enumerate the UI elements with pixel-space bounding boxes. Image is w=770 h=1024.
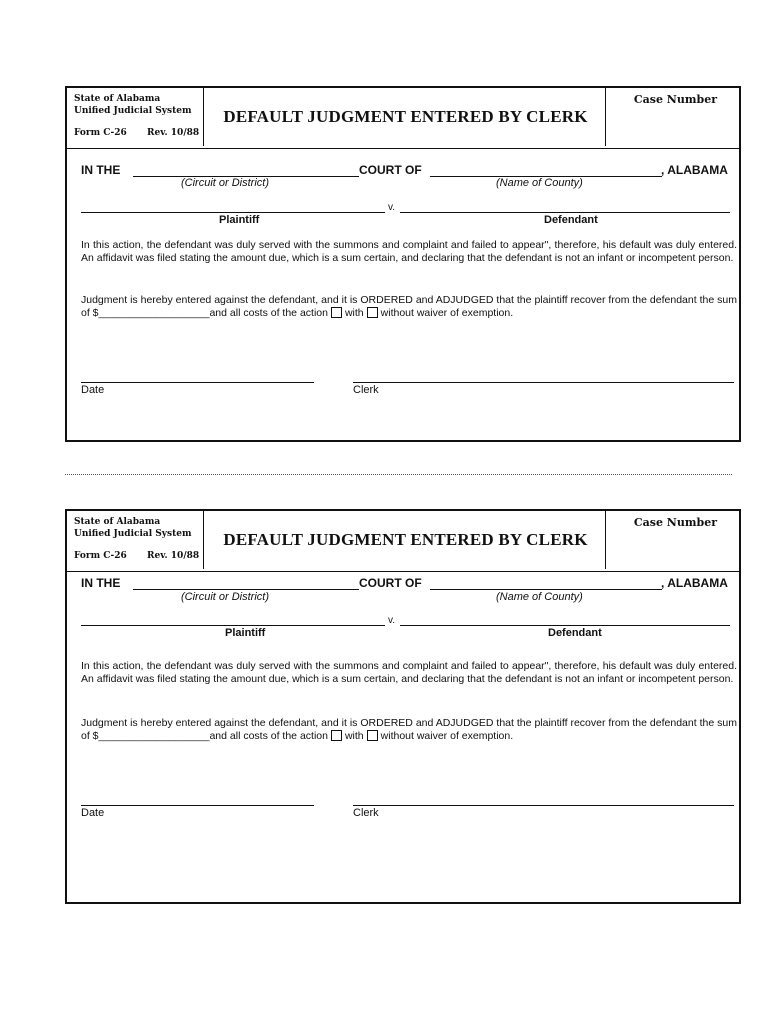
in-the-label: IN THE: [81, 163, 121, 177]
form-header: [67, 88, 739, 149]
versus-label: v.: [388, 202, 396, 213]
form-number: Form C-26: [74, 551, 127, 561]
in-the-label: IN THE: [81, 576, 121, 590]
judgment-text: Judgment is hereby entered against the defendant, and it is ORDERED and ADJUDGED that the plaintiff recover from the defendant the sum of $: [81, 294, 737, 320]
court-of-label: COURT OF: [359, 163, 422, 177]
amount-field[interactable]: ___________________: [98, 730, 210, 743]
with-checkbox[interactable]: [331, 307, 342, 318]
without-waiver-checkbox[interactable]: [367, 730, 378, 741]
default-statement: In this action, the defendant was duly served with the summons and complaint and failed to appear", therefore, his default was duly entered. An affidavit was filed stating the amount due, which is a sum certain, and declaring that the defendant is not an infant or incompetent person.: [81, 660, 737, 686]
county-hint: (Name of County): [496, 177, 583, 189]
with-checkbox[interactable]: [331, 730, 342, 741]
cut-line: [65, 474, 732, 475]
issuer-block: [67, 88, 204, 146]
plaintiff-label: Plaintiff: [225, 627, 266, 639]
judgment-text: Judgment is hereby entered against the defendant, and it is ORDERED and ADJUDGED that the plaintiff recover from the defendant the sum of $: [81, 717, 737, 743]
date-label: Date: [81, 384, 105, 396]
defendant-label: Defendant: [548, 627, 602, 639]
state-label: State of Alabama: [74, 517, 161, 527]
case-number-box[interactable]: [605, 511, 739, 569]
case-number-label: Case Number: [633, 93, 717, 106]
form-number: Form C-26: [74, 128, 127, 138]
form-title: DEFAULT JUDGMENT ENTERED BY CLERK: [223, 107, 588, 126]
without-waiver-label: without waiver of exemption.: [380, 307, 514, 320]
issuer-block: [67, 511, 204, 569]
costs-text: and all costs of the action: [209, 307, 328, 320]
circuit-hint: (Circuit or District): [181, 177, 269, 189]
clerk-label: Clerk: [353, 384, 379, 396]
amount-field[interactable]: ___________________: [98, 307, 210, 320]
with-label: with: [344, 730, 364, 743]
form-copy-2: [65, 509, 741, 904]
case-number-label: Case Number: [633, 516, 717, 529]
clerk-signature-line[interactable]: [353, 382, 734, 383]
date-signature-line[interactable]: [81, 382, 314, 383]
plaintiff-label: Plaintiff: [219, 214, 260, 226]
revision-date: Rev. 10/88: [147, 128, 200, 138]
circuit-hint: (Circuit or District): [181, 591, 269, 603]
judgment-statement: [81, 294, 737, 320]
versus-label: v.: [388, 615, 396, 626]
alabama-label: , ALABAMA: [661, 163, 728, 177]
with-label: with: [344, 307, 364, 320]
form-title: DEFAULT JUDGMENT ENTERED BY CLERK: [223, 530, 588, 549]
date-signature-line[interactable]: [81, 805, 314, 806]
default-statement: In this action, the defendant was duly served with the summons and complaint and failed to appear", therefore, his default was duly entered. An affidavit was filed stating the amount due, which is a sum certain, and declaring that the defendant is not an infant or incompetent person.: [81, 239, 737, 265]
form-header: [67, 511, 739, 572]
court-type-field[interactable]: [133, 589, 359, 590]
system-label: Unified Judicial System: [74, 529, 192, 539]
court-of-label: COURT OF: [359, 576, 422, 590]
system-label: Unified Judicial System: [74, 106, 192, 116]
clerk-signature-line[interactable]: [353, 805, 734, 806]
state-label: State of Alabama: [74, 94, 161, 104]
case-number-box[interactable]: [605, 88, 739, 146]
plaintiff-field[interactable]: [81, 212, 385, 213]
without-waiver-label: without waiver of exemption.: [380, 730, 514, 743]
costs-text: and all costs of the action: [209, 730, 328, 743]
county-hint: (Name of County): [496, 591, 583, 603]
alabama-label: , ALABAMA: [661, 576, 728, 590]
form-copy-1: [65, 86, 741, 442]
defendant-field[interactable]: [400, 212, 730, 213]
clerk-label: Clerk: [353, 807, 379, 819]
plaintiff-field[interactable]: [81, 625, 385, 626]
county-field[interactable]: [430, 589, 662, 590]
without-waiver-checkbox[interactable]: [367, 307, 378, 318]
defendant-label: Defendant: [544, 214, 598, 226]
defendant-field[interactable]: [400, 625, 730, 626]
date-label: Date: [81, 807, 105, 819]
revision-date: Rev. 10/88: [147, 551, 200, 561]
judgment-statement: [81, 717, 737, 743]
